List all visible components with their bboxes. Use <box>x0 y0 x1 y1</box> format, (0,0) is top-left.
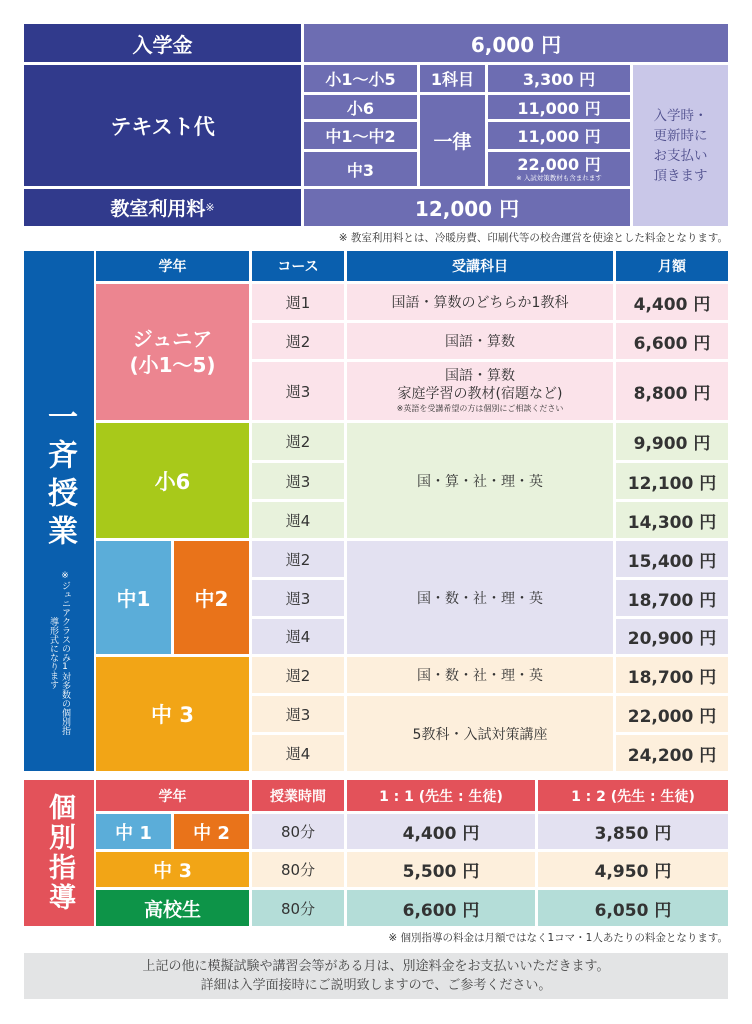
chu3-label: 中 3 <box>96 657 249 771</box>
chu12-price-3: 20,900 円 <box>616 619 728 654</box>
ind-high-label: 高校生 <box>96 890 249 926</box>
header-grade: 学年 <box>96 251 249 281</box>
junior-price-1: 4,400 円 <box>616 284 728 320</box>
ind-p2-1: 3,850 円 <box>538 814 728 849</box>
ind-chu3-label: 中 3 <box>96 852 249 887</box>
ind-time-2: 80分 <box>252 852 344 887</box>
sho6-price-2: 12,100 円 <box>616 463 728 499</box>
sho6-course-2: 週3 <box>252 463 344 499</box>
chu12-course-2: 週3 <box>252 580 344 616</box>
chu12-course-1: 週2 <box>252 541 344 577</box>
textbook-grade-4: 中3 <box>304 152 417 186</box>
chu12-subjects: 国・数・社・理・英 <box>347 541 613 654</box>
textbook-price-4-cell <box>488 152 630 186</box>
facility-value: 12,000 円 <box>304 189 630 226</box>
textbook-grade-3: 中1～中2 <box>304 122 417 149</box>
junior-course-1: 週1 <box>252 284 344 320</box>
facility-note: ※ 教室利用料とは、冷暖房費、印刷代等の校舎運営を使途とした料金となります。 <box>338 231 728 244</box>
textbook-grade-2: 小6 <box>304 95 417 119</box>
group-side-note: ※ジュニアクラスのみ1対多数の個別指導形式になります <box>48 571 70 735</box>
ind-p1-3: 6,600 円 <box>347 890 535 926</box>
header-subjects: 受講科目 <box>347 251 613 281</box>
chu2-label: 中2 <box>174 541 249 654</box>
bottom-line-1: 上記の他に模擬試験や講習会等がある月は、別途料金をお支払いいただきます。 <box>142 959 610 974</box>
sho6-subjects: 国・算・社・理・英 <box>347 423 613 538</box>
header-course: コース <box>252 251 344 281</box>
sho6-course-3: 週4 <box>252 502 344 538</box>
individual-note: ※ 個別指導の料金は月額ではなく1コマ・1人あたりの料金となります。 <box>388 931 728 944</box>
junior-subjects-3-note: ※英語を受講希望の方は個別にご相談ください <box>396 404 564 413</box>
sho6-course-1: 週2 <box>252 423 344 460</box>
chu3-course-3: 週4 <box>252 735 344 771</box>
textbook-grade-1: 小1～小5 <box>304 65 417 92</box>
bottom-line-2: 詳細は入学面接時にご説明致しますので、ご参考ください。 <box>200 978 552 993</box>
facility-label: 教室利用料 <box>110 198 206 220</box>
chu12-course-3: 週4 <box>252 619 344 654</box>
junior-subjects-3-cell <box>347 362 613 420</box>
textbook-flat: 一律 <box>420 95 485 186</box>
chu3-subjects-2: 5教科・入試対策講座 <box>347 696 613 771</box>
textbook-price-3: 11,000 円 <box>488 122 630 149</box>
facility-label-cell <box>24 189 301 226</box>
junior-label: ジュニア (小1～5) <box>96 284 249 420</box>
chu3-price-2: 22,000 円 <box>616 696 728 732</box>
junior-subjects-3: 国語・算数 家庭学習の教材(宿題など) <box>397 368 563 402</box>
chu1-label: 中1 <box>96 541 171 654</box>
textbook-price-2: 11,000 円 <box>488 95 630 119</box>
junior-price-2: 6,600 円 <box>616 323 728 359</box>
ind-p2-3: 6,050 円 <box>538 890 728 926</box>
individual-title: 個別指導 <box>44 793 75 913</box>
individual-title-bar <box>24 780 94 926</box>
ind-time-1: 80分 <box>252 814 344 849</box>
ind-p1-1: 4,400 円 <box>347 814 535 849</box>
admission-value: 6,000 円 <box>304 24 728 62</box>
textbook-price-4: 22,000 円 <box>517 154 601 174</box>
chu12-price-2: 18,700 円 <box>616 580 728 616</box>
junior-price-3: 8,800 円 <box>616 362 728 420</box>
sho6-price-1: 9,900 円 <box>616 423 728 460</box>
junior-course-2: 週2 <box>252 323 344 359</box>
ind-header-one-two: 1 : 2 (先生 : 生徒) <box>538 780 728 811</box>
textbook-label: テキスト代 <box>24 65 301 186</box>
chu3-course-2: 週3 <box>252 696 344 732</box>
ind-header-grade: 学年 <box>96 780 249 811</box>
chu3-price-3: 24,200 円 <box>616 735 728 771</box>
chu12-price-1: 15,400 円 <box>616 541 728 577</box>
ind-header-one-one: 1 : 1 (先生 : 生徒) <box>347 780 535 811</box>
chu3-subjects-1: 国・数・社・理・英 <box>347 657 613 693</box>
ind-chu2-label: 中 2 <box>174 814 249 849</box>
ind-p2-2: 4,950 円 <box>538 852 728 887</box>
group-title: 一斉授業 <box>42 401 77 553</box>
admission-label: 入学金 <box>24 24 301 62</box>
textbook-price-1: 3,300 円 <box>488 65 630 92</box>
bottom-notice <box>24 953 728 999</box>
chu3-course-1: 週2 <box>252 657 344 693</box>
textbook-type-1: 1科目 <box>420 65 485 92</box>
header-monthly: 月額 <box>616 251 728 281</box>
chu3-price-1: 18,700 円 <box>616 657 728 693</box>
ind-time-3: 80分 <box>252 890 344 926</box>
group-title-bar <box>24 251 94 771</box>
facility-mark: ※ <box>205 201 215 214</box>
junior-subjects-1: 国語・算数のどちらか1教科 <box>347 284 613 320</box>
sho6-label: 小6 <box>96 423 249 538</box>
junior-course-3: 週3 <box>252 362 344 420</box>
ind-chu1-label: 中 1 <box>96 814 171 849</box>
ind-p1-2: 5,500 円 <box>347 852 535 887</box>
textbook-price-4-sub: ※ 入試対策教材も含まれます <box>516 173 602 182</box>
payment-note: 入学時・ 更新時に お支払い 頂きます <box>633 65 728 226</box>
sho6-price-3: 14,300 円 <box>616 502 728 538</box>
junior-subjects-2: 国語・算数 <box>347 323 613 359</box>
ind-header-time: 授業時間 <box>252 780 344 811</box>
